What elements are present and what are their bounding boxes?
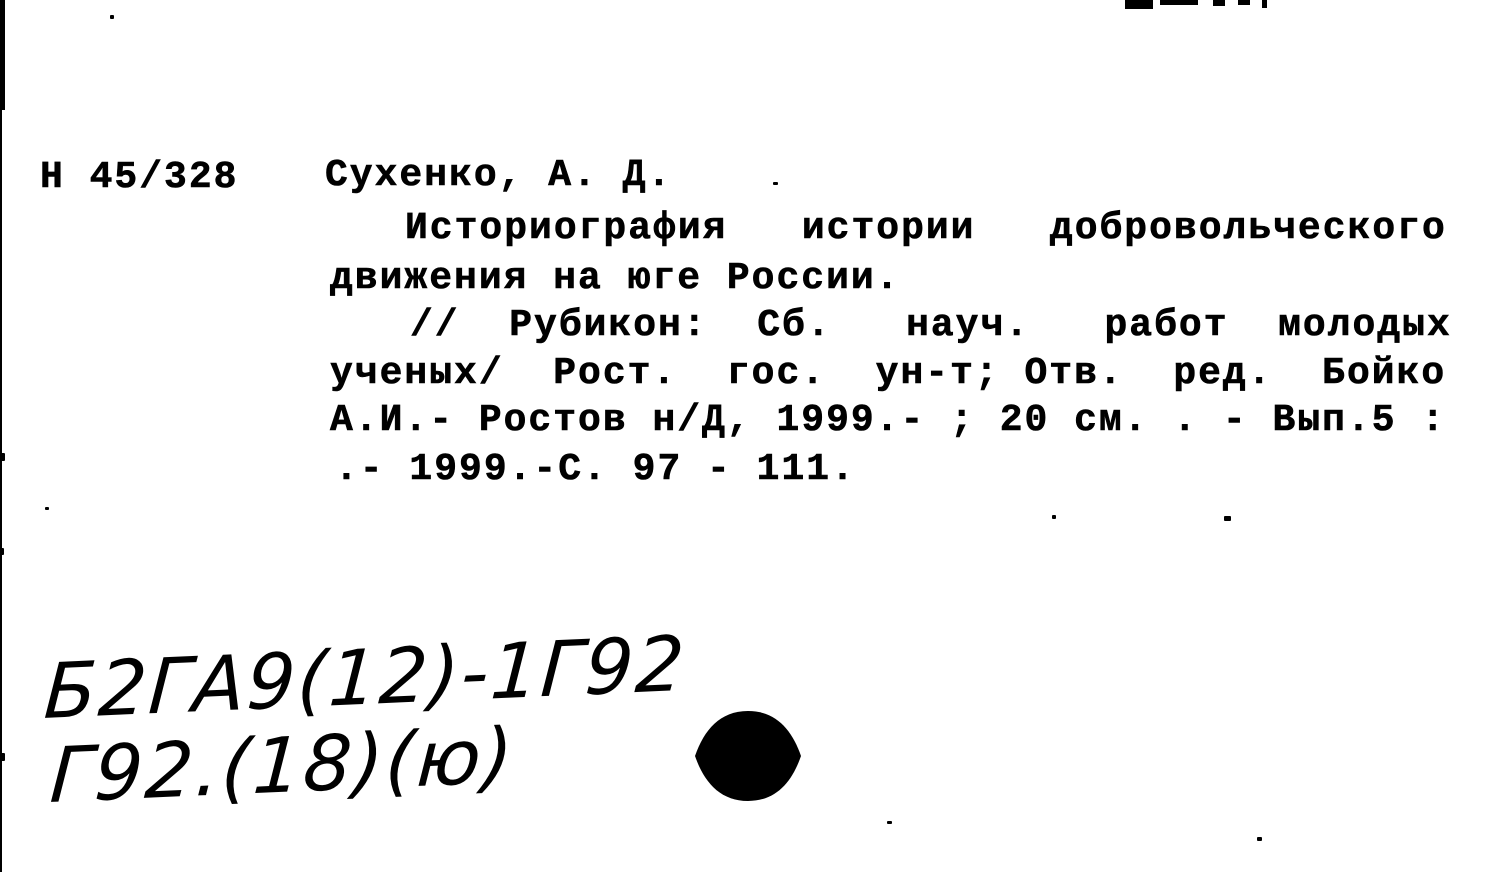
noise-speck [110,15,114,19]
scan-top-edge-artifact [1125,0,1153,9]
citation-line: .- 1999.-С. 97 - 111. [335,448,856,491]
hole-punch-mark [695,708,801,804]
handwritten-shelfmark: Б2ГА9(12)-1Г92 [41,618,689,737]
noise-speck [1224,516,1231,521]
citation-line: // Рубикон: Сб. науч. работ молодых [410,304,1452,347]
edge-bump-artifact [0,753,5,761]
scan-top-edge-artifact [1213,0,1225,6]
call-number: Н 45/328 [40,156,239,199]
edge-bump-artifact [0,453,5,461]
citation-line: А.И.- Ростов н/Д, 1999.- ; 20 см. . - Вып.5 : [330,399,1447,442]
scan-left-edge-artifact [0,0,2,872]
title-line: движения на юге России. [330,257,901,300]
scan-left-edge-artifact-thick [0,0,5,110]
citation-line: ученых/ Рост. гос. ун-т; Отв. ред. Бойко [330,352,1447,395]
noise-speck [45,507,49,510]
author-heading: Сухенко, А. Д. [325,154,673,197]
scan-top-edge-artifact [1238,0,1250,5]
noise-speck [887,821,892,824]
noise-speck [773,182,778,185]
noise-speck [1257,837,1262,841]
scan-top-edge-artifact [1160,0,1198,5]
handwritten-shelfmark: Г92.(18)(ю) [47,710,518,821]
edge-bump-artifact [0,548,4,555]
noise-speck [1052,515,1056,519]
scan-top-edge-artifact [1262,0,1267,8]
title-line: Историография истории добровольческого [405,207,1447,250]
